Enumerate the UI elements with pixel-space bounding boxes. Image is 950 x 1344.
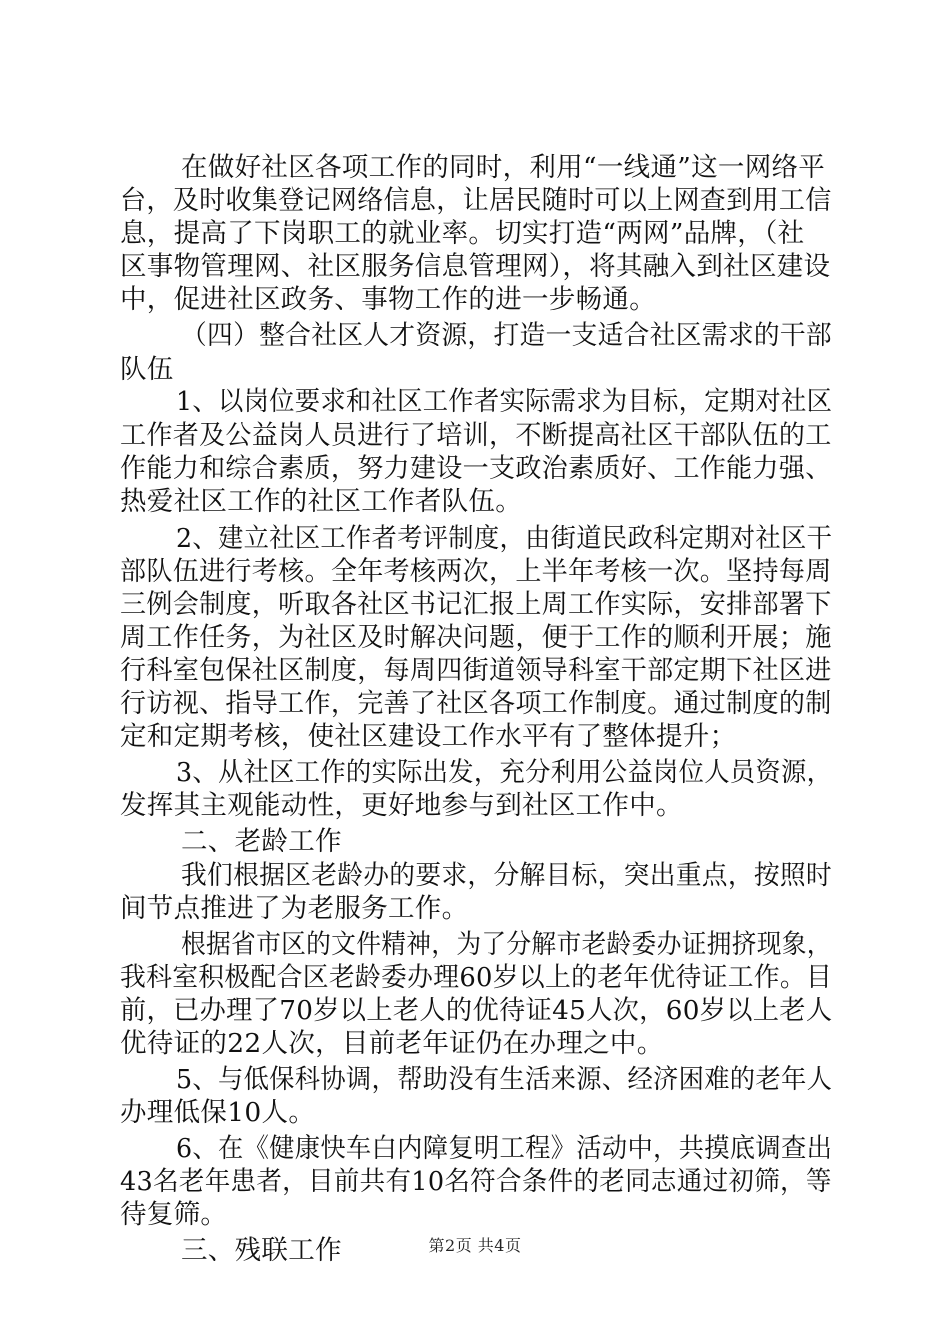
text-line: 2、建立社区工作者考评制度，由街道民政科定期对社区干 (176, 523, 833, 554)
text-line: 1、以岗位要求和社区工作者实际需求为目标，定期对社区 (176, 386, 833, 417)
text-line: 行访视、指导工作，完善了社区各项工作制度。通过制度的制 (120, 688, 832, 719)
text-line: 定和定期考核，使社区建设工作水平有了整体提升； (120, 721, 737, 752)
text-line: 中，促进社区政务、事物工作的进一步畅通。 (120, 284, 656, 315)
text-line: 我们根据区老龄办的要求，分解目标，突出重点，按照时 (181, 860, 832, 891)
text-line: 二、老龄工作 (181, 826, 342, 857)
text-line: 三、残联工作 (181, 1235, 342, 1266)
text-line: 前，已办理了70岁以上老人的优待证45人次，60岁以上老人 (120, 995, 833, 1026)
text-line: 5、与低保科协调，帮助没有生活来源、经济困难的老年人 (176, 1064, 833, 1095)
text-line: 根据省市区的文件精神，为了分解市老龄委办证拥挤现象， (181, 929, 832, 960)
text-line: 43名老年患者，目前共有10名符合条件的老同志通过初筛，等 (120, 1166, 832, 1197)
text-line: 息，提高了下岗职工的就业率。切实打造“两网”品牌，（社 (120, 218, 805, 249)
text-line: 3、从社区工作的实际出发，充分利用公益岗位人员资源， (176, 757, 833, 788)
text-line: 间节点推进了为老服务工作。 (120, 893, 469, 924)
text-line: 行科室包保社区制度，每周四街道领导科室干部定期下社区进 (120, 655, 832, 686)
text-line: 区事物管理网、社区服务信息管理网），将其融入到社区建设 (120, 251, 831, 282)
text-line: 我科室积极配合区老龄委办理60岁以上的老年优待证工作。目 (120, 962, 833, 993)
text-line: 热爱社区工作的社区工作者队伍。 (120, 486, 522, 517)
text-line: 周工作任务，为社区及时解决问题，便于工作的顺利开展；施 (120, 622, 832, 653)
text-line: 台，及时收集登记网络信息，让居民随时可以上网查到用工信 (120, 185, 832, 216)
text-line: （四）整合社区人才资源，打造一支适合社区需求的干部 (181, 320, 832, 351)
text-line: 发挥其主观能动性，更好地参与到社区工作中。 (120, 790, 683, 821)
text-line: 在做好社区各项工作的同时，利用“一线通”这一网络平 (181, 152, 826, 183)
text-line: 待复筛。 (120, 1199, 228, 1230)
page-footer: 第2页 共4页 (428, 1236, 522, 1255)
text-line: 作能力和综合素质，努力建设一支政治素质好、工作能力强、 (120, 453, 832, 484)
text-line: 工作者及公益岗人员进行了培训，不断提高社区干部队伍的工 (120, 420, 832, 451)
text-line: 部队伍进行考核。全年考核两次，上半年考核一次。坚持每周 (120, 556, 832, 587)
text-line: 优待证的22人次，目前老年证仍在办理之中。 (120, 1028, 664, 1059)
text-line: 队伍 (120, 354, 174, 385)
text-line: 三例会制度，听取各社区书记汇报上周工作实际，安排部署下 (120, 589, 832, 620)
text-line: 6、在《健康快车白内障复明工程》活动中，共摸底调查出 (176, 1133, 833, 1164)
text-line: 办理低保10人。 (120, 1097, 316, 1128)
